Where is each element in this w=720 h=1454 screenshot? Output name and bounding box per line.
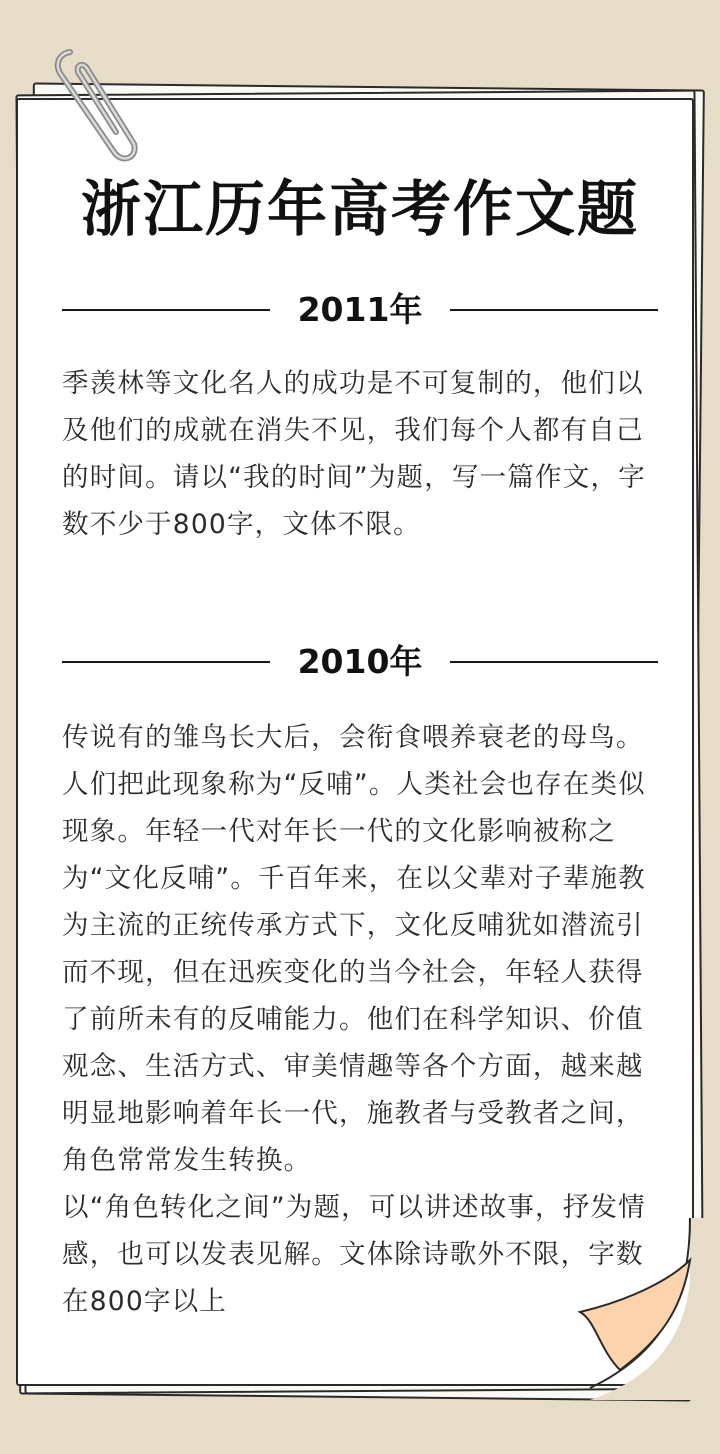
year-label: 2011年	[297, 290, 423, 329]
divider-left	[62, 309, 270, 311]
year-label: 2010年	[297, 642, 423, 681]
year-heading-2010	[62, 642, 658, 682]
prompt-paragraph: 传说有的雏鸟长大后，会衔食喂养衰老的母鸟。人们把此现象称为“反哺”。人类社会也存在类似现象。年轻一代对年长一代的文化影响被称之为“文化反哺”。千百年来，在以父辈对子辈施教为主流的正统传承方式下，文化反哺犹如潜流引而不现，但在迅疾变化的当今社会，年轻人获得了前所未有的反哺能力。他们在科学知识、价值观念、生活方式、审美情趣等各个方面，越来越明显地影响着年长一代，施教者与受教者之间，角色常常发生转换。	[62, 722, 646, 1176]
prompt-text-2011	[62, 360, 662, 548]
prompt-paragraph: 季羡林等文化名人的成功是不可复制的，他们以及他们的成就在消失不见，我们每个人都有自己的时间。请以“我的时间”为题，写一篇作文，字数不少于800字，文体不限。	[62, 368, 646, 540]
prompt-instruction: 以“角色转化之间”为题，可以讲述故事，抒发情感，也可以发表见解。文体除诗歌外不限，字数在800字以上	[62, 1192, 646, 1317]
divider-right	[450, 309, 658, 311]
page-title: 浙江历年高考作文题	[81, 175, 639, 245]
divider-right	[450, 661, 658, 663]
year-heading-2011	[62, 290, 658, 330]
divider-left	[62, 661, 270, 663]
prompt-text-2010	[62, 714, 662, 1325]
paperclip-icon	[48, 40, 138, 170]
